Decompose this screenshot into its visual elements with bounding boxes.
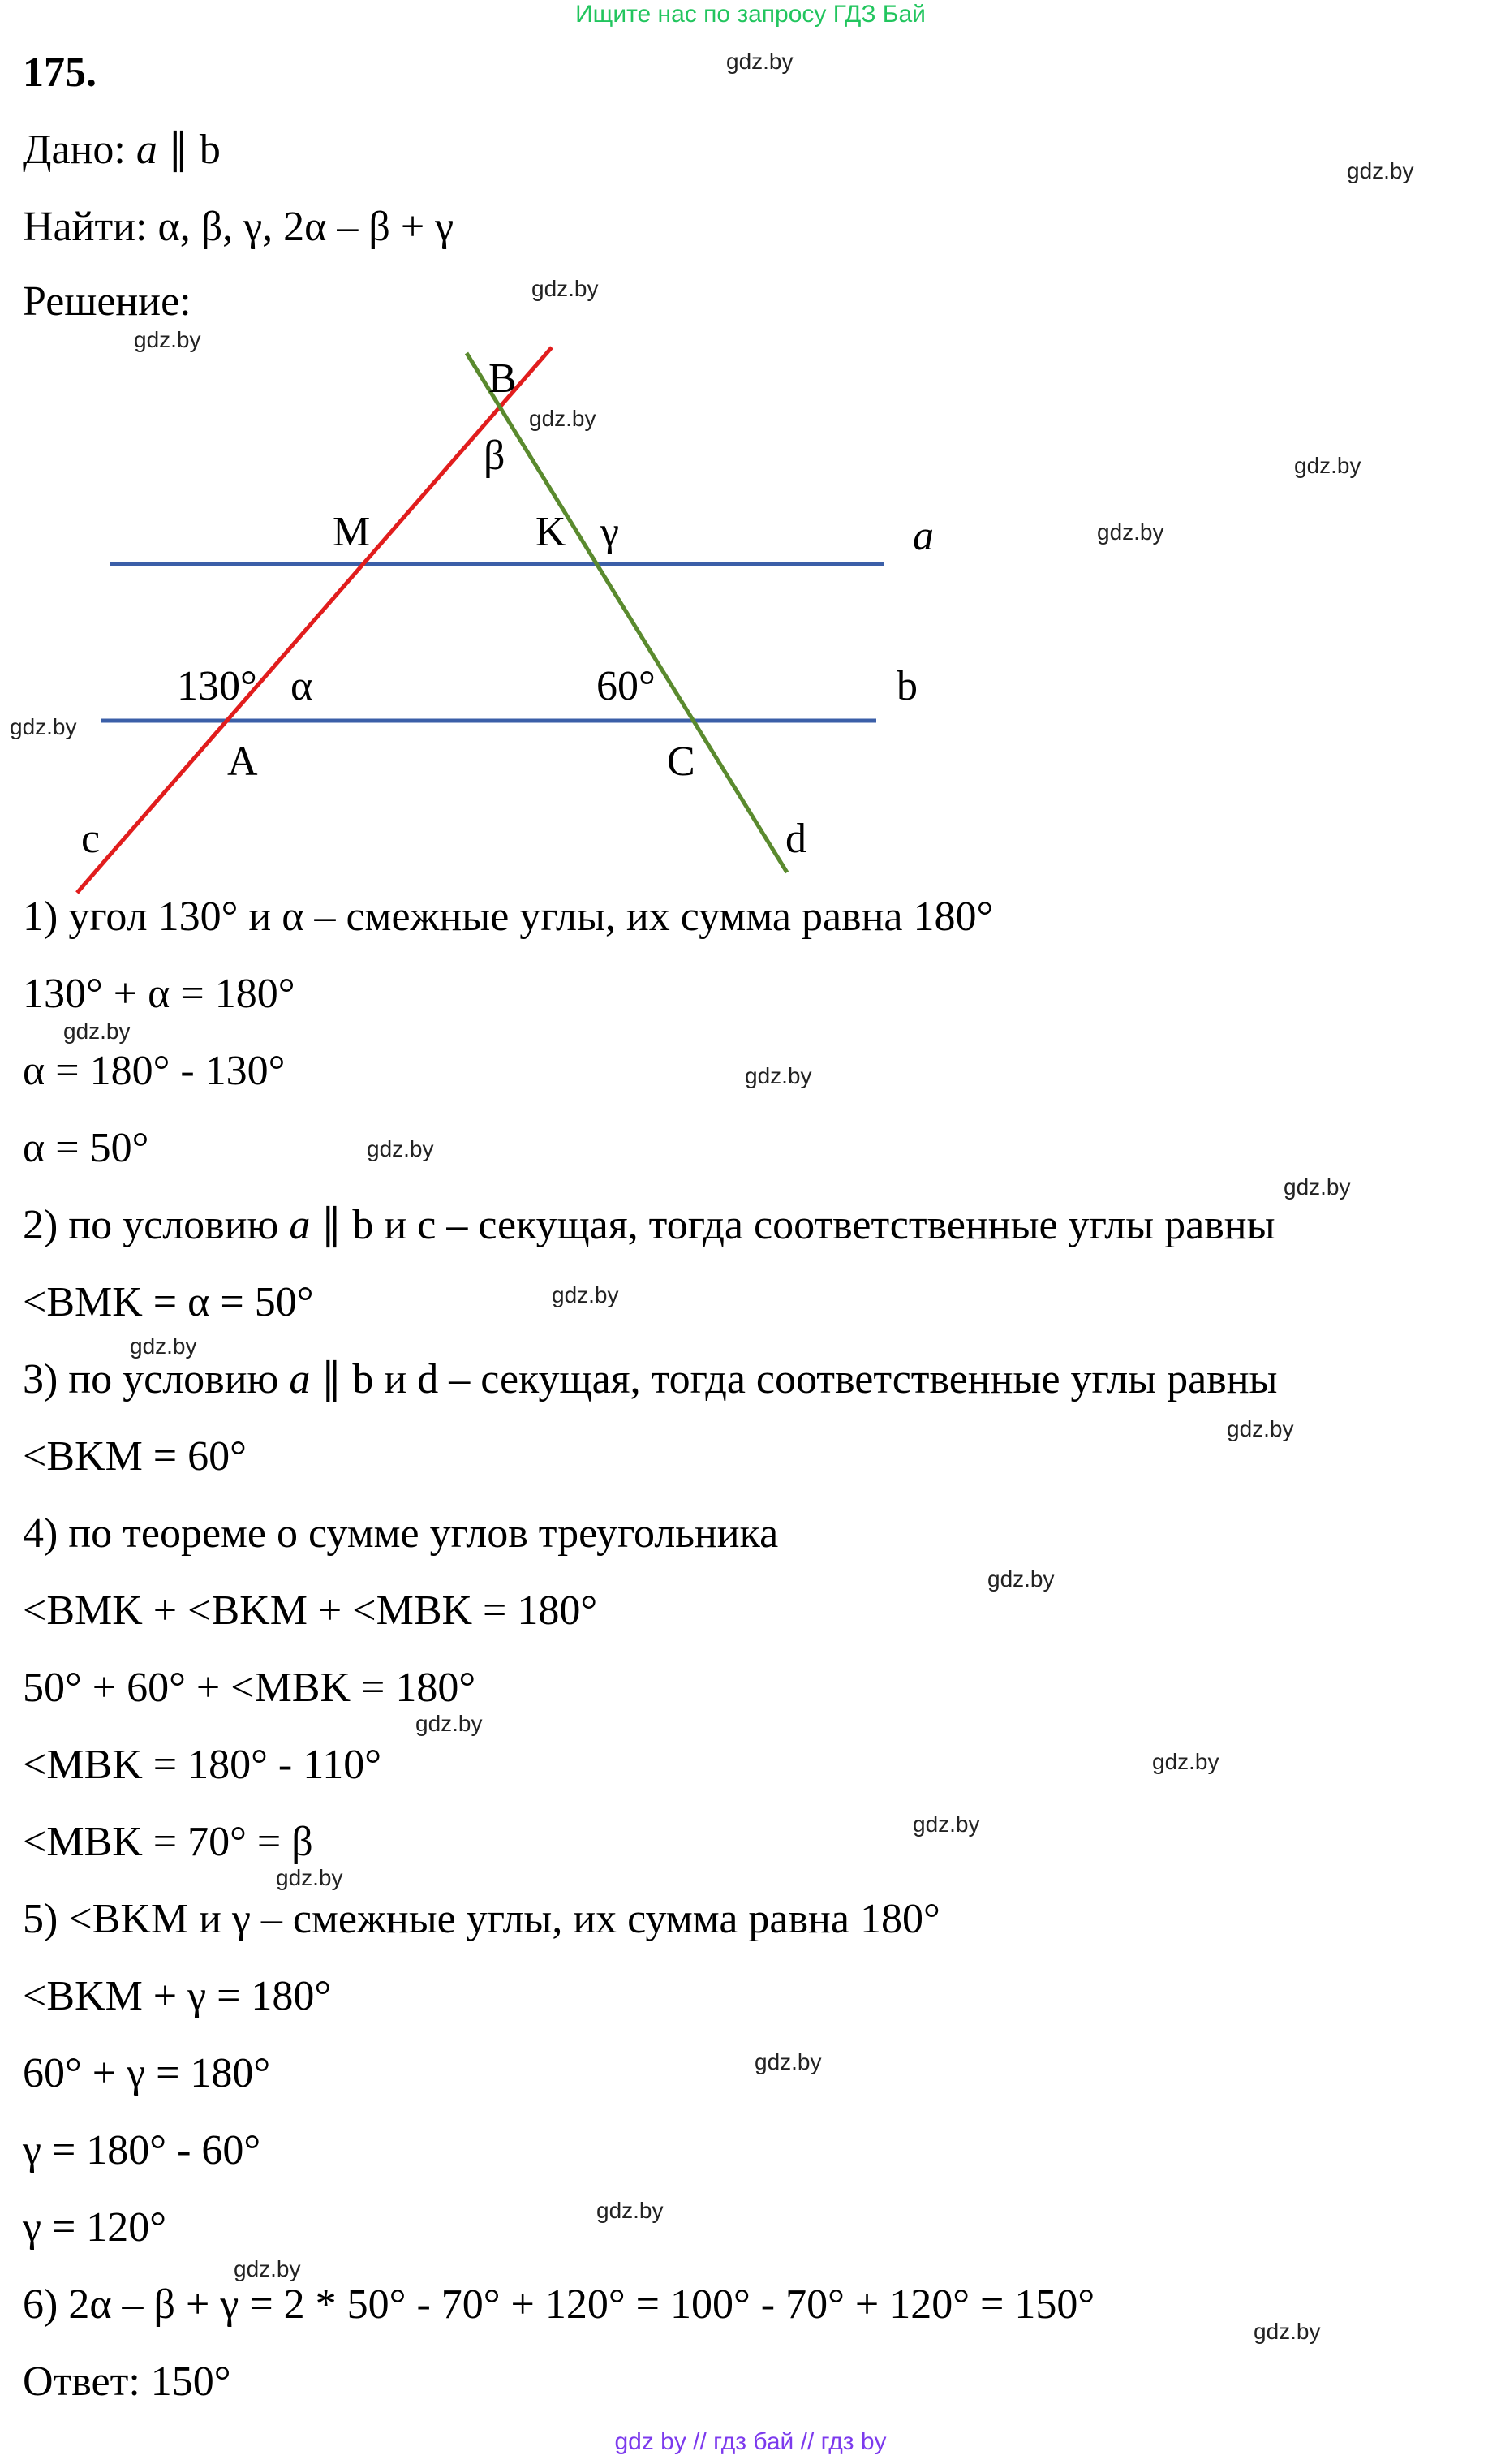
step-1-eq3: α = 50° — [23, 1125, 149, 1171]
watermark: gdz.by — [745, 1063, 812, 1088]
line-c — [77, 347, 552, 893]
search-banner[interactable]: Ищите нас по запросу ГДЗ Бай — [575, 1, 926, 28]
step-1-eq1: 130° + α = 180° — [23, 971, 295, 1017]
watermark: gdz.by — [529, 406, 596, 431]
watermark: gdz.by — [1227, 1416, 1294, 1441]
step-1: 1) угол 130° и α – смежные углы, их сумма равна 180° — [23, 894, 994, 940]
given-line — [23, 126, 221, 174]
given-label: Дано: — [23, 127, 136, 173]
label-beta: β — [484, 433, 505, 479]
step-5-eq1: <BKM + γ = 180° — [23, 1973, 332, 2019]
label-A: A — [227, 739, 258, 785]
step-1-eq2: α = 180° - 130° — [23, 1048, 286, 1094]
step-2-suffix: ∥ b и с – секущая, тогда соответственные углы равны — [310, 1202, 1275, 1248]
watermark: gdz.by — [130, 1333, 197, 1359]
watermark: gdz.by — [1254, 2319, 1321, 2344]
step-2-prefix: 2) по условию — [23, 1202, 290, 1248]
solution-label: Решение: — [23, 278, 191, 325]
watermark: gdz.by — [596, 2198, 664, 2223]
step-5-eq3: γ = 180° - 60° — [23, 2127, 261, 2173]
label-B: B — [488, 355, 517, 402]
label-alpha: α — [290, 663, 313, 709]
label-d: d — [785, 816, 806, 862]
label-C: C — [667, 739, 695, 785]
step-2-eq: <BMK = α = 50° — [23, 1279, 314, 1325]
watermark: gdz.by — [755, 2049, 822, 2074]
watermark: gdz.by — [1152, 1749, 1219, 1774]
label-a: a — [913, 513, 934, 559]
answer: Ответ: 150° — [23, 2358, 231, 2405]
watermark: gdz.by — [913, 1811, 980, 1837]
geometry-figure — [0, 325, 1501, 909]
step-3 — [23, 1355, 1278, 1404]
label-c: c — [81, 816, 101, 862]
step-4-eq3: <MBK = 180° - 110° — [23, 1742, 382, 1788]
label-60: 60° — [596, 663, 656, 709]
step-2-a: a — [289, 1202, 311, 1248]
step-5-eq4: γ = 120° — [23, 2204, 167, 2251]
label-gamma: γ — [600, 509, 619, 555]
label-K: K — [535, 509, 566, 555]
label-b: b — [897, 663, 918, 709]
watermark: gdz.by — [367, 1136, 434, 1161]
step-2 — [23, 1201, 1275, 1250]
step-3-eq: <BKM = 60° — [23, 1433, 247, 1480]
watermark: gdz.by — [234, 2256, 301, 2281]
step-4-eq1: <BMK + <BKM + <MBK = 180° — [23, 1587, 598, 1634]
problem-number: 175. — [23, 50, 97, 96]
step-4: 4) по теореме о сумме углов треугольника — [23, 1510, 779, 1557]
given-rest: ∥ b — [157, 127, 221, 173]
step-3-prefix: 3) по условию — [23, 1356, 290, 1402]
watermark: gdz.by — [531, 276, 599, 301]
watermark: gdz.by — [415, 1711, 483, 1736]
watermark: gdz.by — [63, 1019, 131, 1044]
watermark: gdz.by — [10, 714, 77, 739]
watermark: gdz.by — [552, 1282, 619, 1307]
watermark: gdz.by — [987, 1566, 1055, 1592]
step-3-suffix: ∥ b и d – секущая, тогда соответственные углы равны — [310, 1356, 1278, 1402]
label-130: 130° — [177, 663, 257, 709]
step-6: 6) 2α – β + γ = 2 * 50° - 70° + 120° = 100° - 70° + 120° = 150° — [23, 2281, 1095, 2328]
step-5-eq2: 60° + γ = 180° — [23, 2050, 271, 2096]
line-d — [467, 353, 787, 872]
label-M: M — [333, 509, 371, 555]
step-4-eq4: <MBK = 70° = β — [23, 1819, 313, 1865]
step-3-a: a — [289, 1356, 311, 1402]
watermark: gdz.by — [1294, 453, 1361, 478]
step-5: 5) <BKM и γ – смежные углы, их сумма равна 180° — [23, 1896, 940, 1942]
watermark: gdz.by — [1284, 1174, 1351, 1200]
watermark: gdz.by — [1347, 158, 1414, 183]
watermark: gdz.by — [1097, 519, 1164, 545]
find-line: Найти: α, β, γ, 2α – β + γ — [23, 204, 454, 250]
watermark: gdz.by — [134, 327, 201, 352]
footer-links[interactable]: gdz by // гдз бай // гдз by — [614, 2428, 887, 2455]
given-a: a — [135, 127, 157, 173]
watermark: gdz.by — [276, 1865, 343, 1890]
step-4-eq2: 50° + 60° + <MBK = 180° — [23, 1665, 476, 1711]
watermark: gdz.by — [726, 49, 794, 74]
